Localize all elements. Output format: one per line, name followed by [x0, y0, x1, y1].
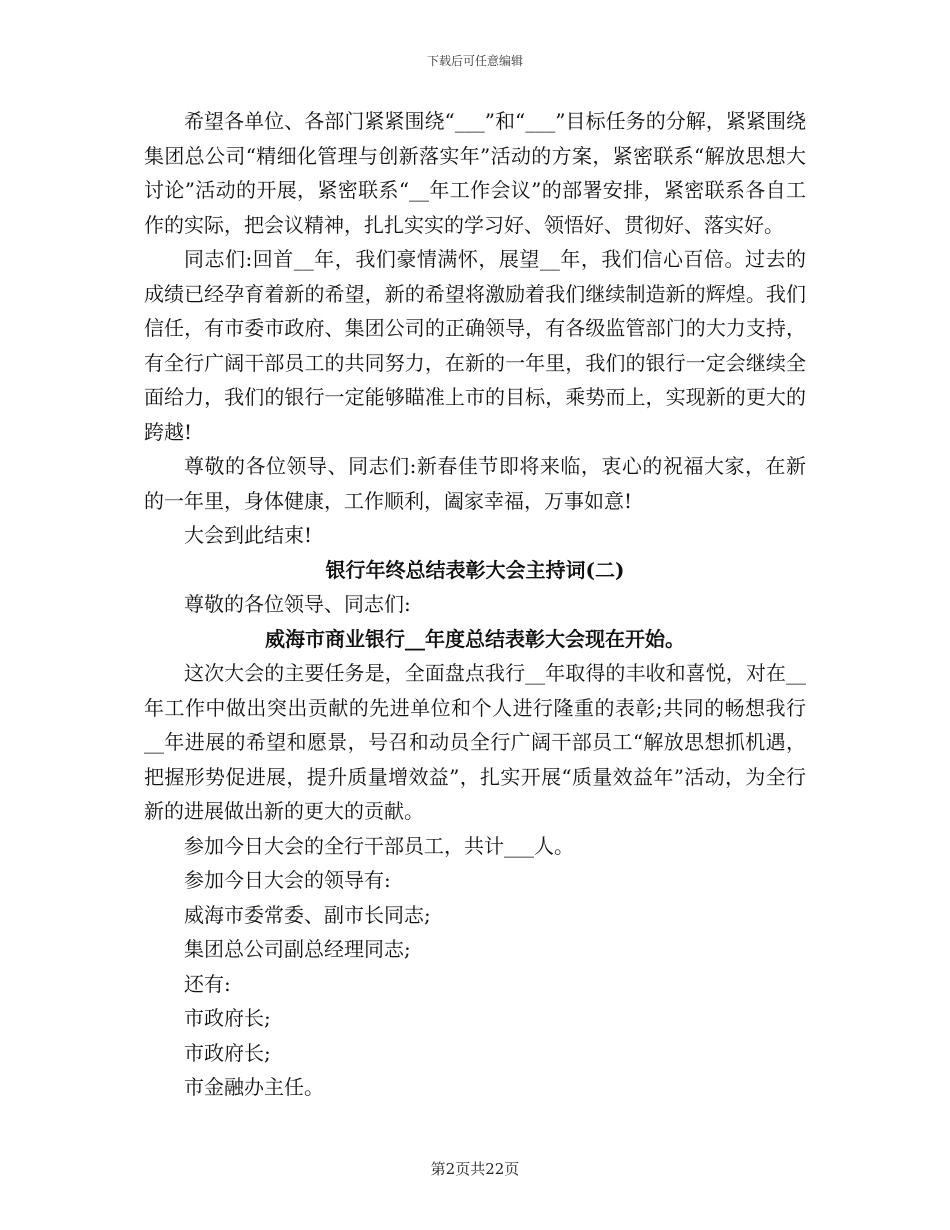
opening-line: 威海市商业银行__年度总结表彰大会现在开始。 [265, 626, 685, 651]
section-title: 银行年终总结表彰大会主持词(二) [325, 557, 625, 582]
paragraph: 威海市委常委、副市长同志; [184, 902, 431, 927]
page-header-note: 下载后可任意编辑 [426, 54, 523, 68]
paragraph: 希望各单位、各部门紧紧围绕“___”和“___”目标任务的分解，紧紧围绕集团总公司“精细化管理与创新落实年”活动的方案，紧密联系“解放思想大讨论”活动的开展，紧密联系“__年工作会议”的部署安排，紧密联系各自工作的实际，把会议精神，扎扎实实的学习好、领悟好、贯彻好、落实好。 [144, 109, 806, 237]
paragraph: 大会到此结束! [184, 523, 313, 547]
page-number: 第2页共22页 [430, 1160, 520, 1178]
paragraph: 尊敬的各位领导、同志们:新春佳节即将来临，衷心的祝福大家，在新的一年里，身体健康，工作顺利，阖家幸福，万事如意! [144, 454, 806, 513]
paragraph: 市金融办主任。 [184, 1075, 324, 1099]
paragraph: 还有: [184, 971, 231, 996]
paragraph: 参加今日大会的领导有: [184, 868, 391, 892]
paragraph: 市政府长; [184, 1040, 271, 1065]
document-body [144, 104, 806, 1105]
paragraph: 市政府长; [184, 1006, 271, 1030]
greeting: 尊敬的各位领导、同志们: [184, 592, 411, 616]
paragraph: 参加今日大会的全行干部员工，共计___人。 [184, 833, 574, 858]
paragraph: 这次大会的主要任务是，全面盘点我行__年取得的丰收和喜悦，对在__年工作中做出突出贡献的先进单位和个人进行隆重的表彰;共同的畅想我行__年进展的希望和愿景，号召和动员全行广阔干部员工“解放思想抓机遇，把握形势促进展，提升质量增效益”，扎实开展“质量效益年”活动，为全行新的进展做出新的更大的贡献。 [144, 661, 806, 823]
paragraph: 集团总公司副总经理同志; [184, 937, 411, 961]
paragraph: 同志们:回首__年，我们豪情满怀，展望__年，我们信心百倍。过去的成绩已经孕育着新的希望，新的希望将激励着我们继续制造新的辉煌。我们信任，有市委市政府、集团公司的正确领导，有各级监管部门的大力支持，有全行广阔干部员工的共同努力，在新的一年里，我们的银行一定会继续全面给力，我们的银行一定能够瞄准上市的目标，乘势而上，实现新的更大的跨越! [144, 247, 806, 444]
